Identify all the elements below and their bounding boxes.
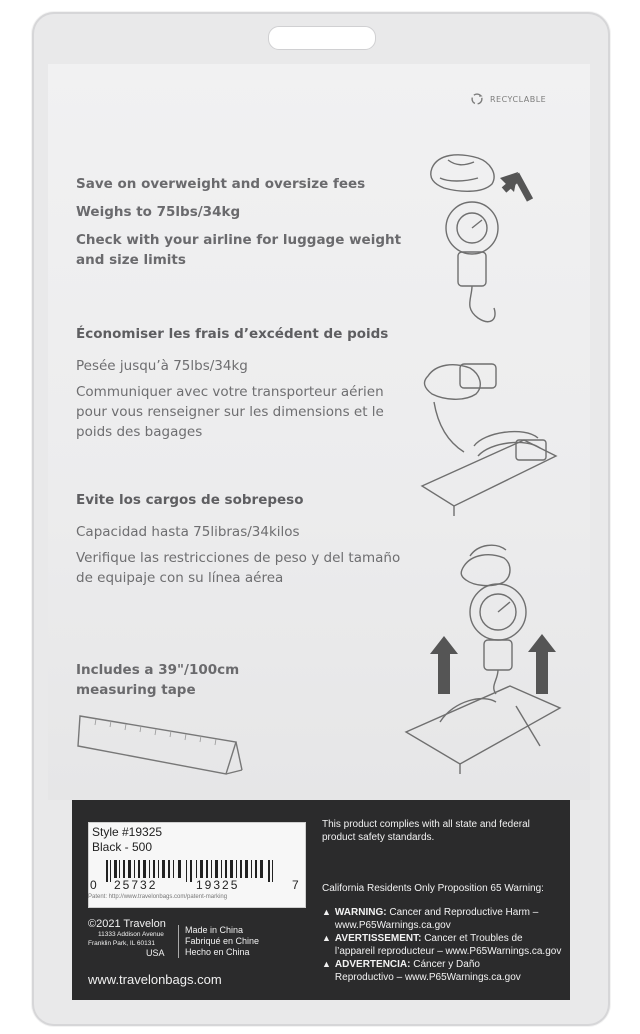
style-number: Style #19325: [92, 825, 163, 839]
warning-icon: ▲: [322, 933, 331, 943]
style-color: Black - 500: [92, 840, 153, 854]
spanish-weight: Capacidad hasta 75libras/34kilos: [76, 524, 300, 540]
luggage-handle-illustration: [414, 356, 564, 516]
warning-icon: ▲: [322, 959, 331, 969]
copyright-text: ©2021 Travelon: [88, 918, 166, 930]
measuring-tape-illustration: [76, 696, 246, 786]
country: USA: [146, 948, 165, 958]
spanish-airline: Verifique las restricciones de peso y del tamaño de equipaje con su línea aérea: [76, 550, 401, 586]
website-url: www.travelonbags.com: [88, 972, 222, 987]
warning-icon: ▲: [322, 907, 331, 917]
warning-text: Cancer and Reproductive Harm –: [389, 907, 539, 918]
made-in-fr: Fabriqué en Chine: [185, 936, 260, 946]
barcode-digits-group1: 25732: [114, 878, 158, 892]
barcode-digits-group2: 19325: [196, 878, 240, 892]
french-airline: Communiquer avec votre transporteur aérien pour vous renseigner sur les dimensions et le poids des bagages: [76, 384, 384, 440]
barcode-digit-left: 0: [90, 878, 99, 892]
french-features: [76, 324, 406, 448]
french-heading: Économiser les frais d’excédent de poids: [76, 326, 389, 342]
barcode-digit-right: 7: [292, 878, 301, 892]
scale-hand-illustration: [418, 148, 548, 338]
spanish-heading: Evite los cargos de sobrepeso: [76, 492, 304, 508]
feature-fees: Save on overweight and oversize fees: [76, 176, 366, 192]
compliance-line2: product safety standards.: [322, 832, 435, 843]
prop65-warnings: [322, 906, 561, 984]
french-weight: Pesée jusqu’à 75lbs/34kg: [76, 358, 248, 374]
tape-text: Includes a 39"/100cm measuring tape: [76, 662, 240, 698]
adv-text2: Reproductivo – www.P65Warnings.ca.gov: [334, 972, 521, 983]
company-info: [88, 918, 166, 958]
made-in-info: [178, 925, 259, 958]
compliance-statement: [322, 818, 530, 844]
english-features: [76, 174, 406, 278]
prop65-title: California Residents Only Proposition 65 Warning:: [322, 883, 544, 894]
avert-text2: l’appareil reproducteur – www.P65Warnings.ca.gov: [334, 946, 562, 957]
warning-label: WARNING:: [334, 907, 387, 918]
recycle-icon: [470, 92, 484, 106]
feature-airline: Check with your airline for luggage weight and size limits: [76, 232, 402, 268]
adv-label: ADVERTENCIA:: [334, 959, 411, 970]
recycle-label: RECYCLABLE: [490, 94, 547, 104]
adv-text: Cáncer y Daño: [413, 959, 480, 970]
warning-url: www.P65Warnings.ca.gov: [334, 920, 451, 931]
feature-weight: Weighs to 75lbs/34kg: [76, 204, 241, 220]
patent-link: Patent: http://www.travelonbags.com/patent-marking: [88, 894, 228, 900]
recycle-badge: [470, 92, 546, 106]
avert-text: Cancer et Troubles de: [424, 933, 523, 944]
made-in-es: Hecho en China: [185, 947, 250, 957]
address-line2: Franklin Park, IL 60131: [88, 940, 155, 947]
avert-label: AVERTISSEMENT:: [334, 933, 422, 944]
address-line1: 11333 Addison Avenue: [98, 931, 164, 938]
hang-tab-hole: [268, 26, 376, 50]
lifting-scale-illustration: [400, 536, 570, 776]
spanish-features: [76, 490, 406, 594]
compliance-line1: This product complies with all state and federal: [322, 819, 530, 830]
made-in-en: Made in China: [185, 925, 244, 935]
